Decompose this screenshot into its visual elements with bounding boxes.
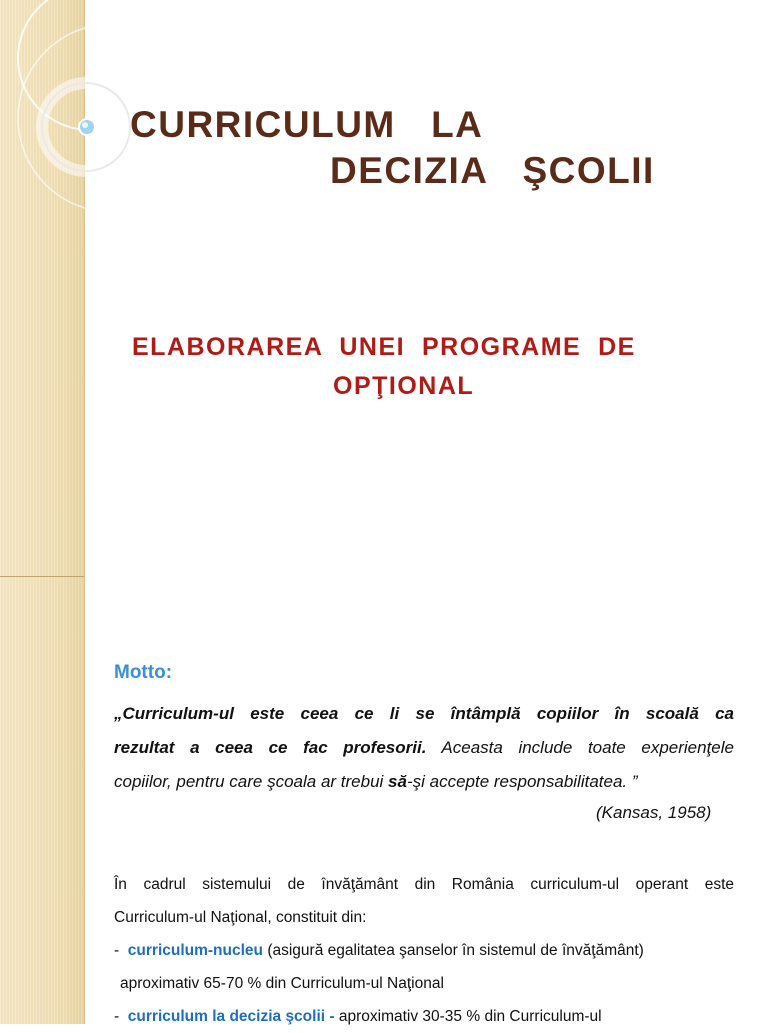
slide-sidebar xyxy=(0,577,85,1024)
motto-label: Motto: xyxy=(114,662,173,683)
decorative-circles-icon xyxy=(0,0,140,220)
list-item-2 xyxy=(114,1000,734,1033)
slide-title-line-1: CURRICULUM LA xyxy=(130,104,484,145)
quote-source: (Kansas, 1958) xyxy=(596,803,712,822)
list-item-1-text: (asigură egalitatea şanselor în sistemul de învăţământ) xyxy=(263,942,644,959)
slide-subtitle-line-2: OPŢIONAL xyxy=(333,372,475,400)
list-item-2-text: aproximativ 30-35 % din Curriculum-ul xyxy=(334,1008,602,1025)
quote-line-1 xyxy=(114,697,734,731)
list-item-1-dash: - xyxy=(114,942,120,959)
quote-line-3 xyxy=(114,765,734,799)
list-item-1-continuation: aproximativ 65-70 % din Curriculum-ul Naţional xyxy=(120,975,444,992)
list-item-1 xyxy=(114,934,734,967)
paragraph-line-2: Curriculum-ul Naţional, constituit din: xyxy=(114,909,367,926)
list-item-1-term: curriculum-nucleu xyxy=(127,942,264,959)
quote-line-2 xyxy=(114,731,734,765)
quote-line-2-rest: Aceasta include toate experienţele xyxy=(426,738,734,757)
list-item-2-term: curriculum la decizia şcolii - xyxy=(127,1008,335,1025)
quote-line-3-post: -şi accepte responsabilitatea. ” xyxy=(406,772,638,791)
curriculum-paragraph xyxy=(114,868,734,1033)
slide-subtitle-line-1: ELABORAREA UNEI PROGRAME DE xyxy=(132,333,636,361)
quote-line-2-bold: rezultat a ceea ce fac profesorii. xyxy=(114,738,427,757)
motto-quote xyxy=(114,697,734,799)
quote-line-3-bold: să xyxy=(388,772,407,791)
quote-line-3-pre: copiilor, pentru care şcoala ar trebui xyxy=(114,772,389,791)
quote-line-1-text: „Curriculum-ul este ceea ce li se întâmplă copiilor în scoală ca xyxy=(114,704,734,723)
slide-title-line-2: DECIZIA ŞCOLII xyxy=(330,150,655,191)
slide-divider xyxy=(0,576,84,577)
list-item-2-dash: - xyxy=(114,1008,120,1025)
paragraph-line-1: În cadrul sistemului de învăţământ din România curriculum-ul operant este xyxy=(114,876,734,893)
